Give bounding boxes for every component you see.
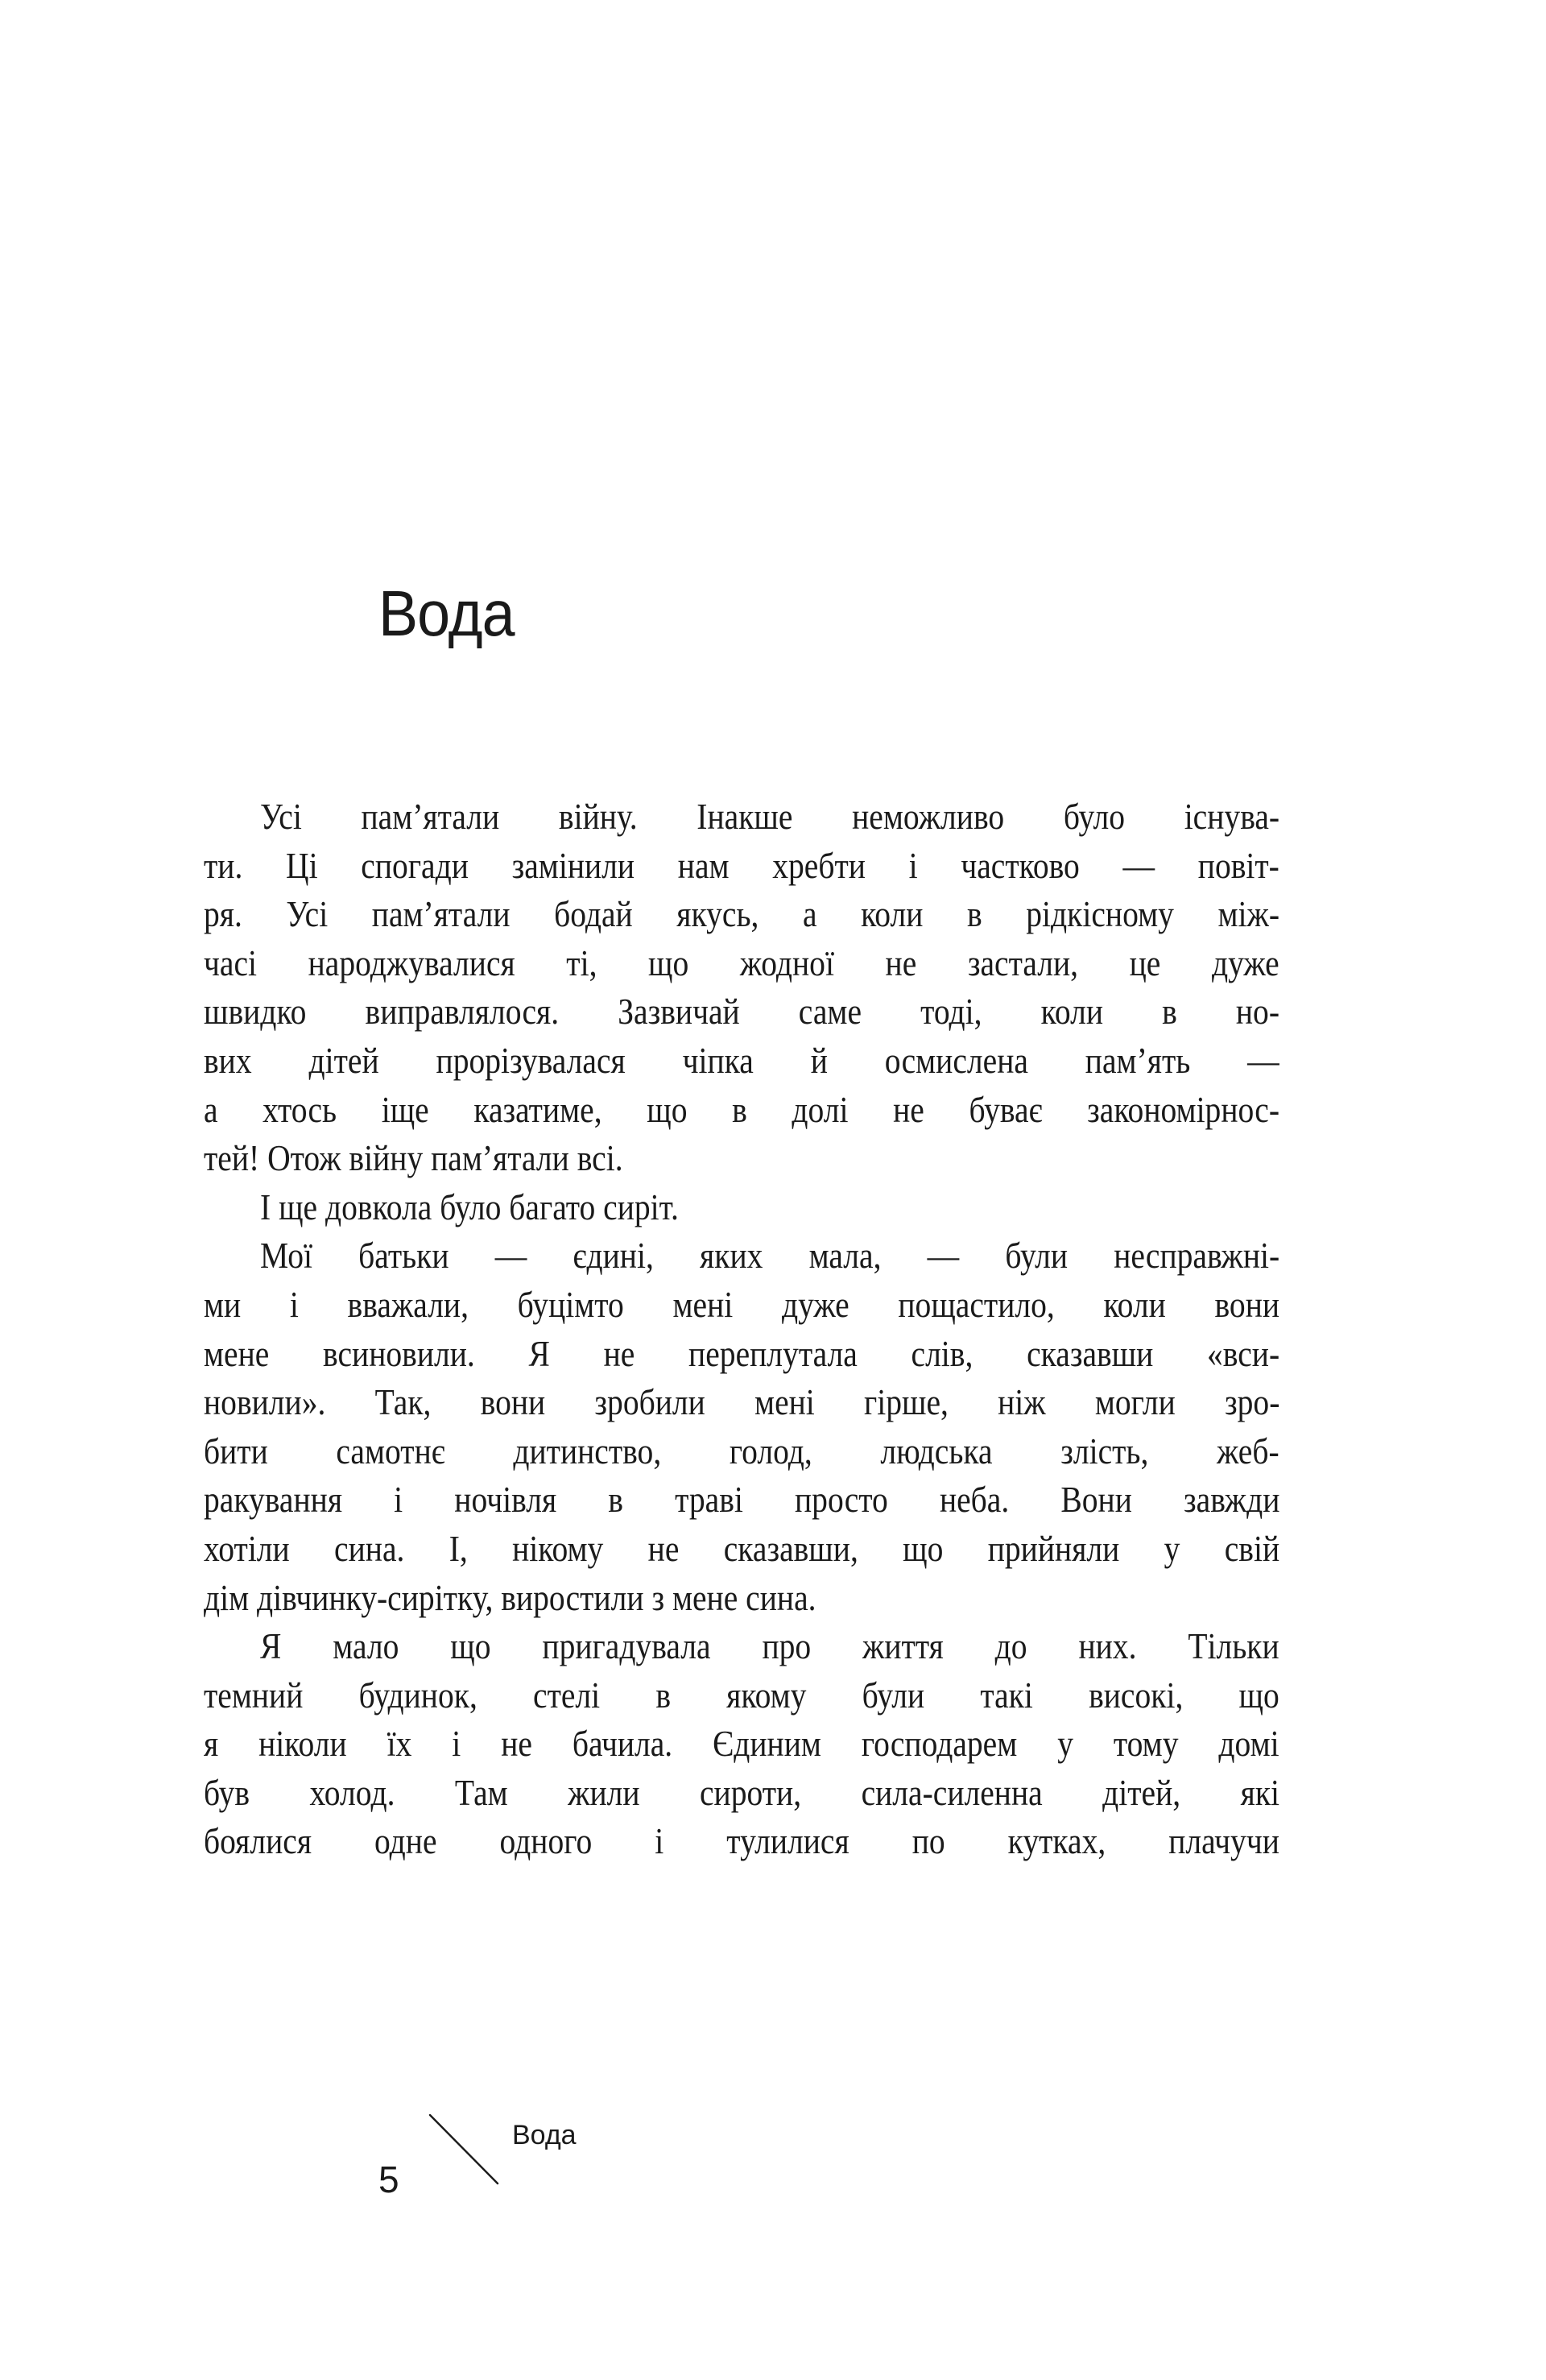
line-text: ти. Ці спогади замінили нам хребти і частково — повіт-	[204, 844, 1279, 886]
line-text: ракування і ночівля в траві просто неба. Вони завжди	[204, 1479, 1280, 1521]
text-line	[204, 1476, 1279, 1525]
text-line	[204, 1574, 1279, 1623]
chapter-title: Вода	[378, 577, 515, 649]
line-text: тей! Отож війну пам’ятали всі.	[204, 1137, 623, 1179]
line-text: ря. Усі пам’ятали бодай якусь, а коли в рідкісному між-	[204, 893, 1280, 935]
paragraph-first-line	[204, 793, 1279, 842]
paragraph-first-line	[204, 1622, 1279, 1671]
line-text: бити самотнє дитинство, голод, людська злість, жеб-	[204, 1430, 1279, 1471]
line-text: швидко виправлялося. Зазвичай саме тоді, коли в но-	[204, 991, 1280, 1033]
line-text: я ніколи їх і не бачила. Єдиним господарем у тому домі	[204, 1723, 1279, 1765]
line-text: Я мало що пригадувала про життя до них. Тільки	[260, 1625, 1279, 1667]
line-text: Усі пам’ятали війну. Інакше неможливо було існува-	[260, 796, 1280, 837]
line-text: І ще довкола було багато сиріт.	[260, 1186, 679, 1227]
text-line	[204, 1525, 1279, 1574]
text-line	[204, 1769, 1279, 1818]
line-text: дім дівчинку-сирітку, виростили з мене сина.	[204, 1576, 816, 1618]
text-line	[204, 1086, 1279, 1135]
text-line	[204, 939, 1279, 988]
line-text: Мої батьки — єдині, яких мала, — були несправжні-	[260, 1235, 1280, 1277]
line-text: був холод. Там жили сироти, сила-силенна дітей, які	[204, 1771, 1280, 1813]
text-line	[204, 1330, 1279, 1379]
text-line	[204, 1134, 1279, 1183]
diagonal-slash-icon	[427, 2112, 503, 2188]
text-line	[204, 1720, 1279, 1769]
body-text	[204, 793, 1279, 1866]
line-text: ми і вважали, буцімто мені дуже пощастило, коли вони	[204, 1283, 1280, 1325]
page-number: 5	[378, 2159, 399, 2200]
running-title: Вода	[512, 2120, 577, 2150]
line-text: часі народжувалися ті, що жодної не застали, це дуже	[204, 942, 1279, 983]
line-text: хотіли сина. І, нікому не сказавши, що прийняли у свій	[204, 1527, 1280, 1569]
text-line	[204, 987, 1279, 1037]
text-line	[204, 890, 1279, 939]
paragraph-first-line	[204, 1183, 1279, 1232]
text-line	[204, 1427, 1279, 1476]
text-line	[204, 1037, 1279, 1086]
line-text: темний будинок, стелі в якому були такі високі, що	[204, 1674, 1279, 1716]
text-line	[204, 1281, 1279, 1330]
paragraph-first-line	[204, 1231, 1279, 1281]
text-line	[204, 1817, 1279, 1866]
text-line	[204, 1378, 1279, 1427]
line-text: а хтось іще казатиме, що в долі не буває закономірнос-	[204, 1088, 1280, 1130]
text-line	[204, 1671, 1279, 1720]
line-text: новили». Так, вони зробили мені гірше, ніж могли зро-	[204, 1381, 1280, 1423]
text-line	[204, 842, 1279, 891]
line-text: боялися одне одного і тулилися по кутках, плачучи	[204, 1820, 1279, 1862]
line-text: мене всиновили. Я не переплутала слів, сказавши «вси-	[204, 1332, 1280, 1374]
line-text: вих дітей прорізувалася чіпка й осмислена пам’ять —	[204, 1039, 1279, 1081]
